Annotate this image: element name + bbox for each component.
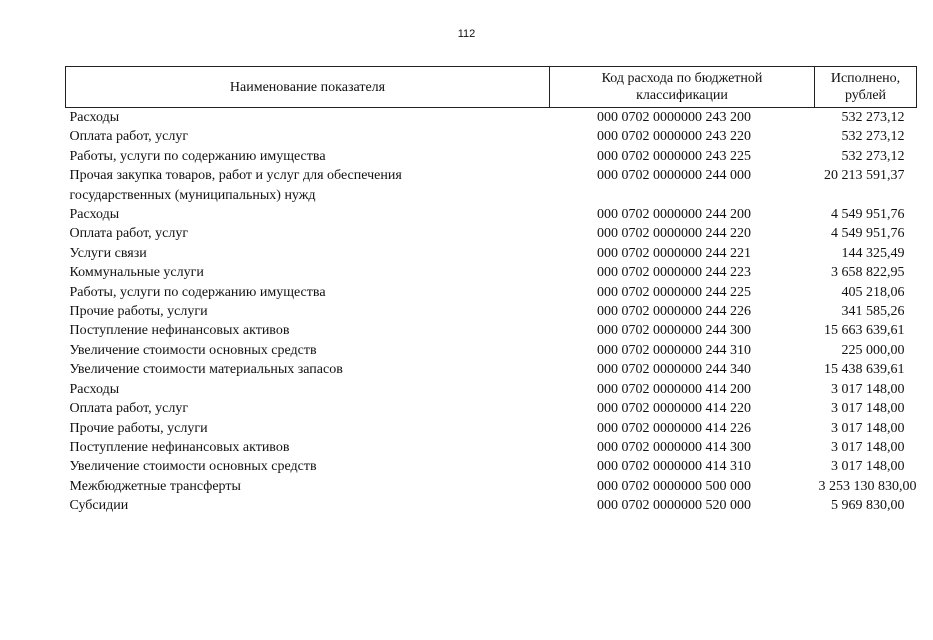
budget-code-cell: 000 0702 0000000 244 220 xyxy=(597,226,751,242)
budget-code-cell: 000 0702 0000000 500 000 xyxy=(597,478,751,494)
executed-amount-cell: 20 213 591,37 xyxy=(824,168,905,184)
budget-code-cell: 000 0702 0000000 244 300 xyxy=(597,323,751,339)
column-header-executed-rubles: Исполнено, рублей xyxy=(815,67,917,108)
table-row xyxy=(66,263,917,282)
budget-code-cell: 000 0702 0000000 244 226 xyxy=(597,304,751,320)
executed-amount-cell: 144 325,49 xyxy=(841,245,905,261)
table-header xyxy=(66,67,917,108)
budget-code-cell: 000 0702 0000000 244 000 xyxy=(597,168,751,184)
executed-amount-cell: 341 585,26 xyxy=(841,304,905,320)
executed-amount-cell: 3 017 148,00 xyxy=(831,381,905,397)
budget-code-cell: 000 0702 0000000 243 220 xyxy=(597,129,751,145)
table-row xyxy=(66,496,917,515)
table-row xyxy=(66,108,917,128)
indicator-name-cell: Межбюджетные трансферты xyxy=(69,478,241,494)
executed-amount-cell: 15 663 639,61 xyxy=(824,323,905,339)
indicator-name-cell: Прочие работы, услуги xyxy=(69,304,208,320)
budget-code-cell: 000 0702 0000000 414 226 xyxy=(597,420,751,436)
executed-amount-cell: 405 218,06 xyxy=(841,284,905,300)
table-body xyxy=(66,108,917,516)
executed-amount-cell: 3 017 148,00 xyxy=(831,459,905,475)
table-row xyxy=(66,360,917,379)
budget-code-cell: 000 0702 0000000 244 340 xyxy=(597,362,751,378)
budget-code-cell: 000 0702 0000000 243 200 xyxy=(597,110,751,125)
indicator-name-cell: Коммунальные услуги xyxy=(69,265,204,281)
indicator-name-cell: Поступление нефинансовых активов xyxy=(69,439,290,455)
indicator-name-cell: Увеличение стоимости основных средств xyxy=(69,459,317,475)
indicator-name-cell: Услуги связи xyxy=(69,245,147,261)
table-row xyxy=(66,341,917,360)
budget-code-cell: 000 0702 0000000 244 221 xyxy=(597,245,751,261)
budget-code-cell: 000 0702 0000000 414 310 xyxy=(597,459,751,475)
indicator-name-cell: Субсидии xyxy=(69,498,129,514)
budget-code-cell: 000 0702 0000000 414 200 xyxy=(597,381,751,397)
indicator-name-cell: Оплата работ, услуг xyxy=(69,129,189,145)
indicator-name-cell: Работы, услуги по содержанию имущества xyxy=(69,284,326,300)
column-header-budget-code: Код расхода по бюджетной классификации xyxy=(550,67,815,108)
executed-amount-cell: 15 438 639,61 xyxy=(824,362,905,378)
header-row xyxy=(66,67,917,108)
executed-amount-cell: 3 253 130 830,00 xyxy=(818,478,917,494)
table-row xyxy=(66,438,917,457)
indicator-name-cell: Увеличение стоимости материальных запасов xyxy=(69,362,343,378)
table-row xyxy=(66,302,917,321)
indicator-name-cell: Работы, услуги по содержанию имущества xyxy=(69,148,326,164)
budget-code-cell: 000 0702 0000000 414 220 xyxy=(597,401,751,417)
indicator-name-cell: Расходы xyxy=(69,207,120,223)
executed-amount-cell: 3 017 148,00 xyxy=(831,439,905,455)
table-row xyxy=(66,477,917,496)
table-row xyxy=(66,127,917,146)
indicator-name-cell: Оплата работ, услуг xyxy=(69,226,189,242)
page-number: 112 xyxy=(457,28,476,40)
column-header-indicator-name: Наименование показателя xyxy=(66,67,550,108)
executed-amount-cell: 4 549 951,76 xyxy=(831,207,905,223)
budget-code-cell: 000 0702 0000000 520 000 xyxy=(597,498,751,514)
indicator-name-cell: Расходы xyxy=(69,110,120,125)
budget-code-cell: 000 0702 0000000 244 223 xyxy=(597,265,751,281)
indicator-name-cell: Оплата работ, услуг xyxy=(69,401,189,417)
indicator-name-cell: Прочие работы, услуги xyxy=(69,420,208,436)
executed-amount-cell: 532 273,12 xyxy=(841,110,905,125)
budget-code-cell: 000 0702 0000000 243 225 xyxy=(597,148,751,164)
executed-amount-cell: 4 549 951,76 xyxy=(831,226,905,242)
executed-amount-cell: 532 273,12 xyxy=(841,148,905,164)
table-row xyxy=(66,224,917,243)
indicator-name-cell: Расходы xyxy=(69,381,120,397)
table-row xyxy=(66,147,917,166)
executed-amount-cell: 225 000,00 xyxy=(841,342,905,358)
executed-amount-cell: 3 658 822,95 xyxy=(831,265,905,281)
table-row xyxy=(66,419,917,438)
budget-code-cell: 000 0702 0000000 244 200 xyxy=(597,207,751,223)
indicator-name-cell: Прочая закупка товаров, работ и услуг для обеспечения государственных (муниципальных) нужд xyxy=(69,168,402,203)
table-row xyxy=(66,321,917,340)
indicator-name-cell: Поступление нефинансовых активов xyxy=(69,323,290,339)
table-row xyxy=(66,380,917,399)
table-row xyxy=(66,244,917,263)
table-row xyxy=(66,283,917,302)
table-row xyxy=(66,205,917,224)
executed-amount-cell: 3 017 148,00 xyxy=(831,401,905,417)
budget-code-cell: 000 0702 0000000 244 225 xyxy=(597,284,751,300)
budget-execution-table xyxy=(65,66,917,516)
indicator-name-cell: Увеличение стоимости основных средств xyxy=(69,342,317,358)
executed-amount-cell: 532 273,12 xyxy=(841,129,905,145)
table-row xyxy=(66,399,917,418)
table-row xyxy=(66,166,917,205)
executed-amount-cell: 5 969 830,00 xyxy=(831,498,905,514)
budget-code-cell: 000 0702 0000000 414 300 xyxy=(597,439,751,455)
executed-amount-cell: 3 017 148,00 xyxy=(831,420,905,436)
table-row xyxy=(66,457,917,476)
budget-code-cell: 000 0702 0000000 244 310 xyxy=(597,342,751,358)
